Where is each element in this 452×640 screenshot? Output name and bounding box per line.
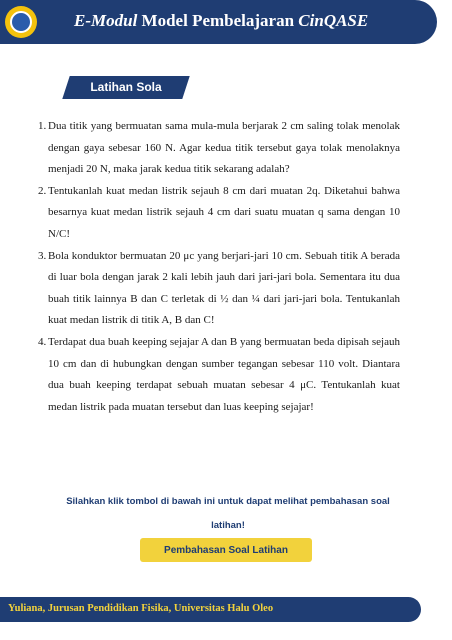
question-item: [38, 332, 400, 418]
footer-banner: [0, 597, 421, 622]
title-middle: Model Pembelajaran: [137, 11, 299, 30]
question-number: 3.: [38, 249, 47, 262]
title-emodul: E-Modul: [74, 11, 138, 30]
question-number: 2.: [38, 184, 47, 197]
header-banner: [0, 0, 437, 44]
question-item: [38, 116, 400, 181]
question-number: 4.: [38, 335, 47, 348]
pembahasan-button[interactable]: Pembahasan Soal Latihan: [140, 538, 312, 562]
question-item: [38, 246, 400, 332]
question-text: Tentukanlah kuat medan listrik sejauh 8 cm dari muatan 2q. Diketahui bahwa besarnya kuat medan listrik sejauh 4 cm dari suatu muatan q sama dengan 10 N/C!: [48, 184, 400, 240]
module-title: [74, 11, 414, 31]
title-cinqase: CinQASE: [298, 11, 369, 30]
question-text: Bola konduktor bermuatan 20 μc yang berjari-jari 10 cm. Sebuah titik A berada di luar bola dengan jarak 2 kali lebih jauh dari jari-jari bola. Sementara itu dua buah titik lainnya B dan C terletak di ½ dan ¼ dari jari-jari bola. Tentukanlah kuat medan listrik di titik A, B dan C!: [48, 249, 400, 327]
question-item: [38, 181, 400, 246]
section-title: Latihan Sola: [90, 80, 162, 94]
tut-wuri-handayani-logo: [5, 6, 37, 38]
question-number: 1.: [38, 120, 47, 132]
pembahasan-prompt: Silahkan klik tombol di bawah ini untuk dapat melihat pembahasan soal latihan!: [66, 496, 390, 531]
author-credit: Yuliana, Jurusan Pendidikan Fisika, Universitas Halu Oleo: [8, 603, 274, 614]
question-list: [38, 116, 400, 418]
logo-emblem: [10, 11, 32, 33]
question-text: Terdapat dua buah keeping sejajar A dan B yang bermuatan beda dipisah sejauh 10 cm dan di hubungkan dengan sumber tegangan sebesar 110 volt. Diantara dua buah keeping terdapat sebuah muatan sebesar 4 μC. Tentukanlah kuat medan listrik pada muatan tersebut dan luas keeping sejajar!: [48, 335, 400, 413]
question-text: Dua titik yang bermuatan sama mula-mula berjarak 2 cm saling tolak menolak dengan gaya sebesar 160 N. Agar kedua titik tersebut gaya tolak menolaknya menjadi 20 N, maka jarak kedua titik sekarang adalah?: [48, 120, 400, 176]
